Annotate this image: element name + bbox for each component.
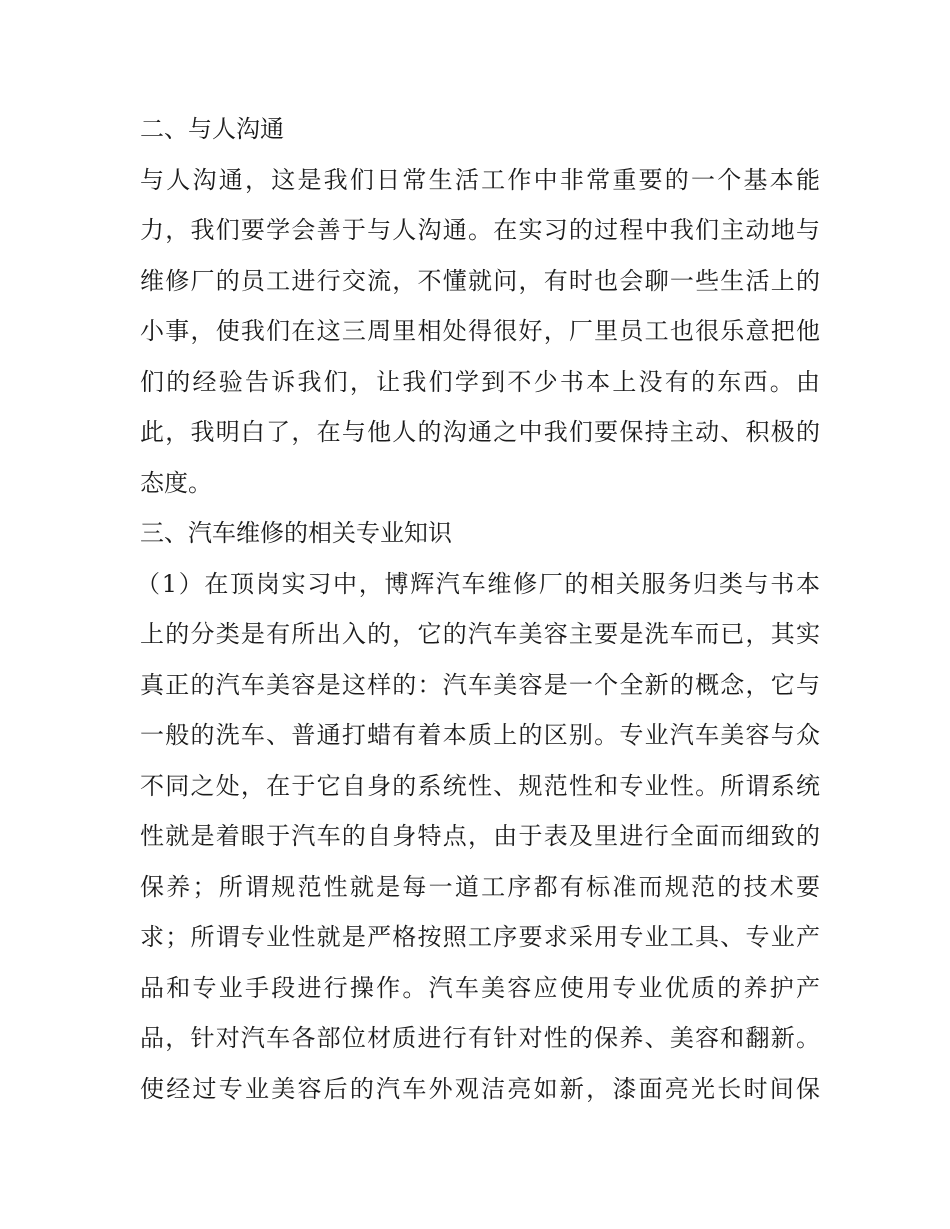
paragraph-line: 使经过专业美容后的汽车外观洁亮如新，漆面亮光长时间保 [140,1074,820,1103]
paragraph-line: 品，针对汽车各部位材质进行有针对性的保养、美容和翻新。 [140,1024,820,1052]
paragraph-line: 品和专业手段进行操作。汽车美容应使用专业优质的养护产 [140,973,820,1002]
section-heading: 三、汽车维修的相关专业知识 [140,519,452,547]
paragraph-line: 求；所谓专业性就是严格按照工序要求采用专业工具、专业产 [140,923,820,951]
paragraph-line: 态度。 [140,468,212,497]
paragraph-line: 与人沟通，这是我们日常生活工作中非常重要的一个基本能 [140,165,820,194]
document-body [136,104,820,1114]
paragraph-line: 小事，使我们在这三周里相处得很好，厂里员工也很乐意把他 [140,317,820,345]
paragraph-line: 此，我明白了，在与他人的沟通之中我们要保持主动、积极的 [140,418,820,446]
paragraph-line: 们的经验告诉我们，让我们学到不少书本上没有的东西。由 [140,367,820,396]
paragraph-line: （1）在顶岗实习中，博辉汽车维修厂的相关服务归类与书本 [136,569,820,598]
paragraph-line: 真正的汽车美容是这样的：汽车美容是一个全新的概念，它与 [140,670,820,699]
paragraph-line: 维修厂的员工进行交流，不懂就问，有时也会聊一些生活上的 [140,266,820,295]
paragraph-line: 不同之处，在于它自身的系统性、规范性和专业性。所谓系统 [140,771,820,800]
paragraph-line: 一般的洗车、普通打蜡有着本质上的区别。专业汽车美容与众 [140,721,820,749]
paragraph-line: 力，我们要学会善于与人沟通。在实习的过程中我们主动地与 [140,216,820,244]
paragraph-line: 上的分类是有所出入的，它的汽车美容主要是洗车而已，其实 [140,620,820,648]
paragraph-line: 性就是着眼于汽车的自身特点，由于表及里进行全面而细致的 [140,822,820,850]
section-heading: 二、与人沟通 [140,115,284,143]
paragraph-line: 保养；所谓规范性就是每一道工序都有标准而规范的技术要 [140,872,820,901]
